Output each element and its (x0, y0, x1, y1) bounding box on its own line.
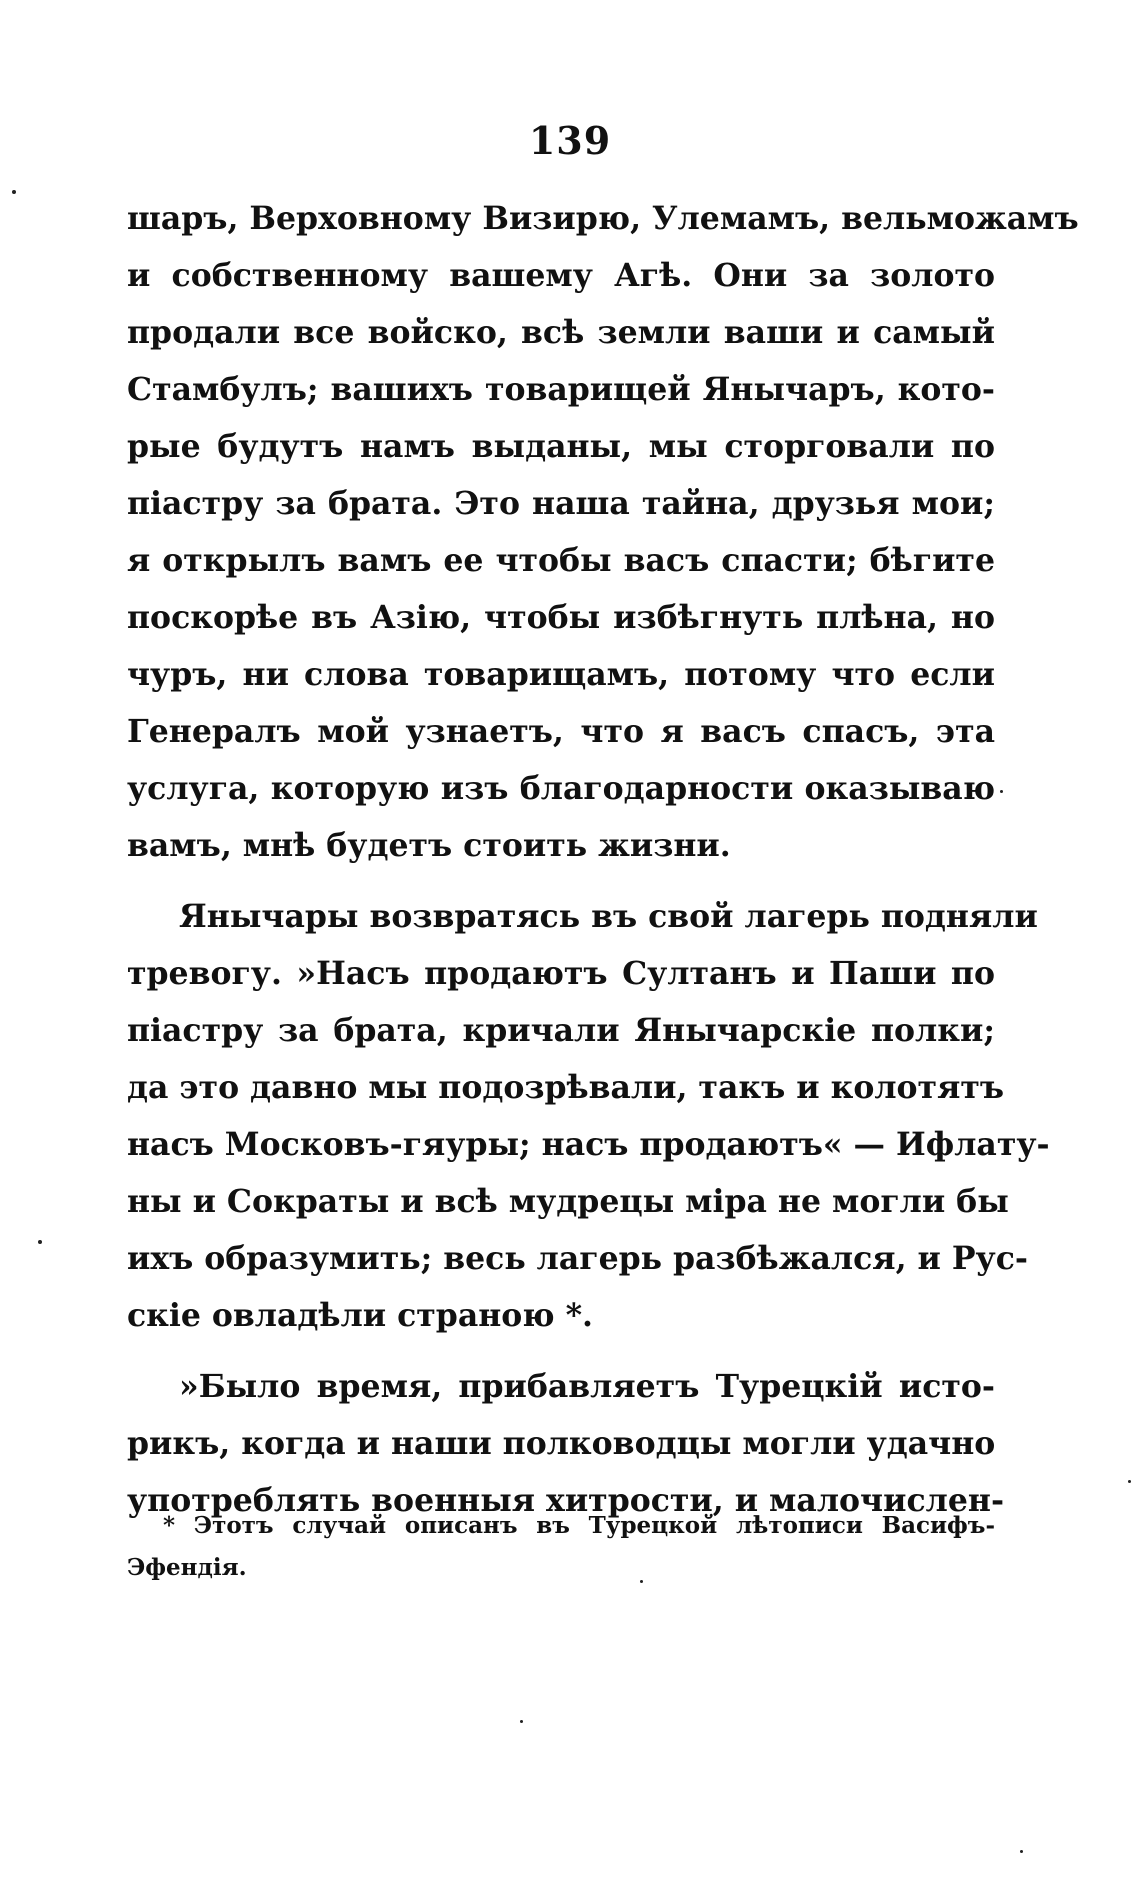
text-line: »Было время, прибавляетъ Турецкій исто- (179, 1368, 995, 1405)
text-line: тревогу. »Насъ продаютъ Султанъ и Паши по (127, 955, 995, 992)
text-line: услуга, которую изъ благодарности оказываю (127, 770, 995, 807)
paragraph-3 (127, 1358, 1005, 1529)
text-line: употреблять военныя хитрости, и малочислен- (127, 1482, 1005, 1519)
text-line: да это давно мы подозрѣвали, такъ и колотятъ (127, 1069, 1005, 1106)
text-line: продали все войско, всѣ земли ваши и самый (127, 314, 995, 351)
scan-speck (1020, 1850, 1023, 1853)
text-line: піастру за брата, кричали Янычарскіе полки; (127, 1012, 995, 1049)
footnote-line: * Этотъ случай описанъ въ Турецкой лѣтописи Васифъ- (163, 1512, 995, 1539)
text-line: Янычары возвратясь въ свой лагерь подняли (179, 898, 1038, 935)
footnote (127, 1505, 995, 1589)
text-line: Генералъ мой узнаетъ, что я васъ спасъ, эта (127, 713, 995, 750)
text-line: насъ Московъ-гяуры; насъ продаютъ« — Ифлату- (127, 1126, 1050, 1163)
text-line: ны и Сократы и всѣ мудрецы міра не могли бы (127, 1183, 1009, 1220)
scan-speck (1128, 1480, 1131, 1483)
paragraph-1 (127, 190, 1079, 874)
footnote-line: Эфендія. (127, 1554, 247, 1581)
text-line: чуръ, ни слова товарищамъ, потому что если (127, 656, 995, 693)
body-text (127, 190, 1079, 1529)
scan-speck (520, 1720, 523, 1723)
text-line: рые будутъ намъ выданы, мы сторговали по (127, 428, 995, 465)
page-number: 139 (528, 118, 612, 163)
text-line: вамъ, мнѣ будетъ стоить жизни. (127, 827, 731, 864)
text-line: скіе овладѣли страною *. (127, 1297, 594, 1334)
text-line: я открылъ вамъ ее чтобы васъ спасти; бѣгите (127, 542, 995, 579)
text-line: поскорѣе въ Азію, чтобы избѣгнуть плѣна, но (127, 599, 995, 636)
scan-speck (1000, 790, 1003, 793)
text-line: рикъ, когда и наши полководцы могли удачно (127, 1425, 996, 1462)
text-line: піастру за брата. Это наша тайна, друзья мои; (127, 485, 995, 522)
text-line: Стамбулъ; вашихъ товарищей Янычаръ, кото- (127, 371, 995, 408)
paragraph-2 (127, 888, 1050, 1344)
text-line: и собственному вашему Агѣ. Они за золото (127, 257, 995, 294)
scan-speck (12, 190, 16, 194)
scan-speck (640, 1580, 643, 1583)
text-line: ихъ образумить; весь лагерь разбѣжался, и Рус- (127, 1240, 1028, 1277)
scan-speck (38, 1240, 42, 1244)
text-line: шаръ, Верховному Визирю, Улемамъ, вельможамъ (127, 200, 1079, 237)
